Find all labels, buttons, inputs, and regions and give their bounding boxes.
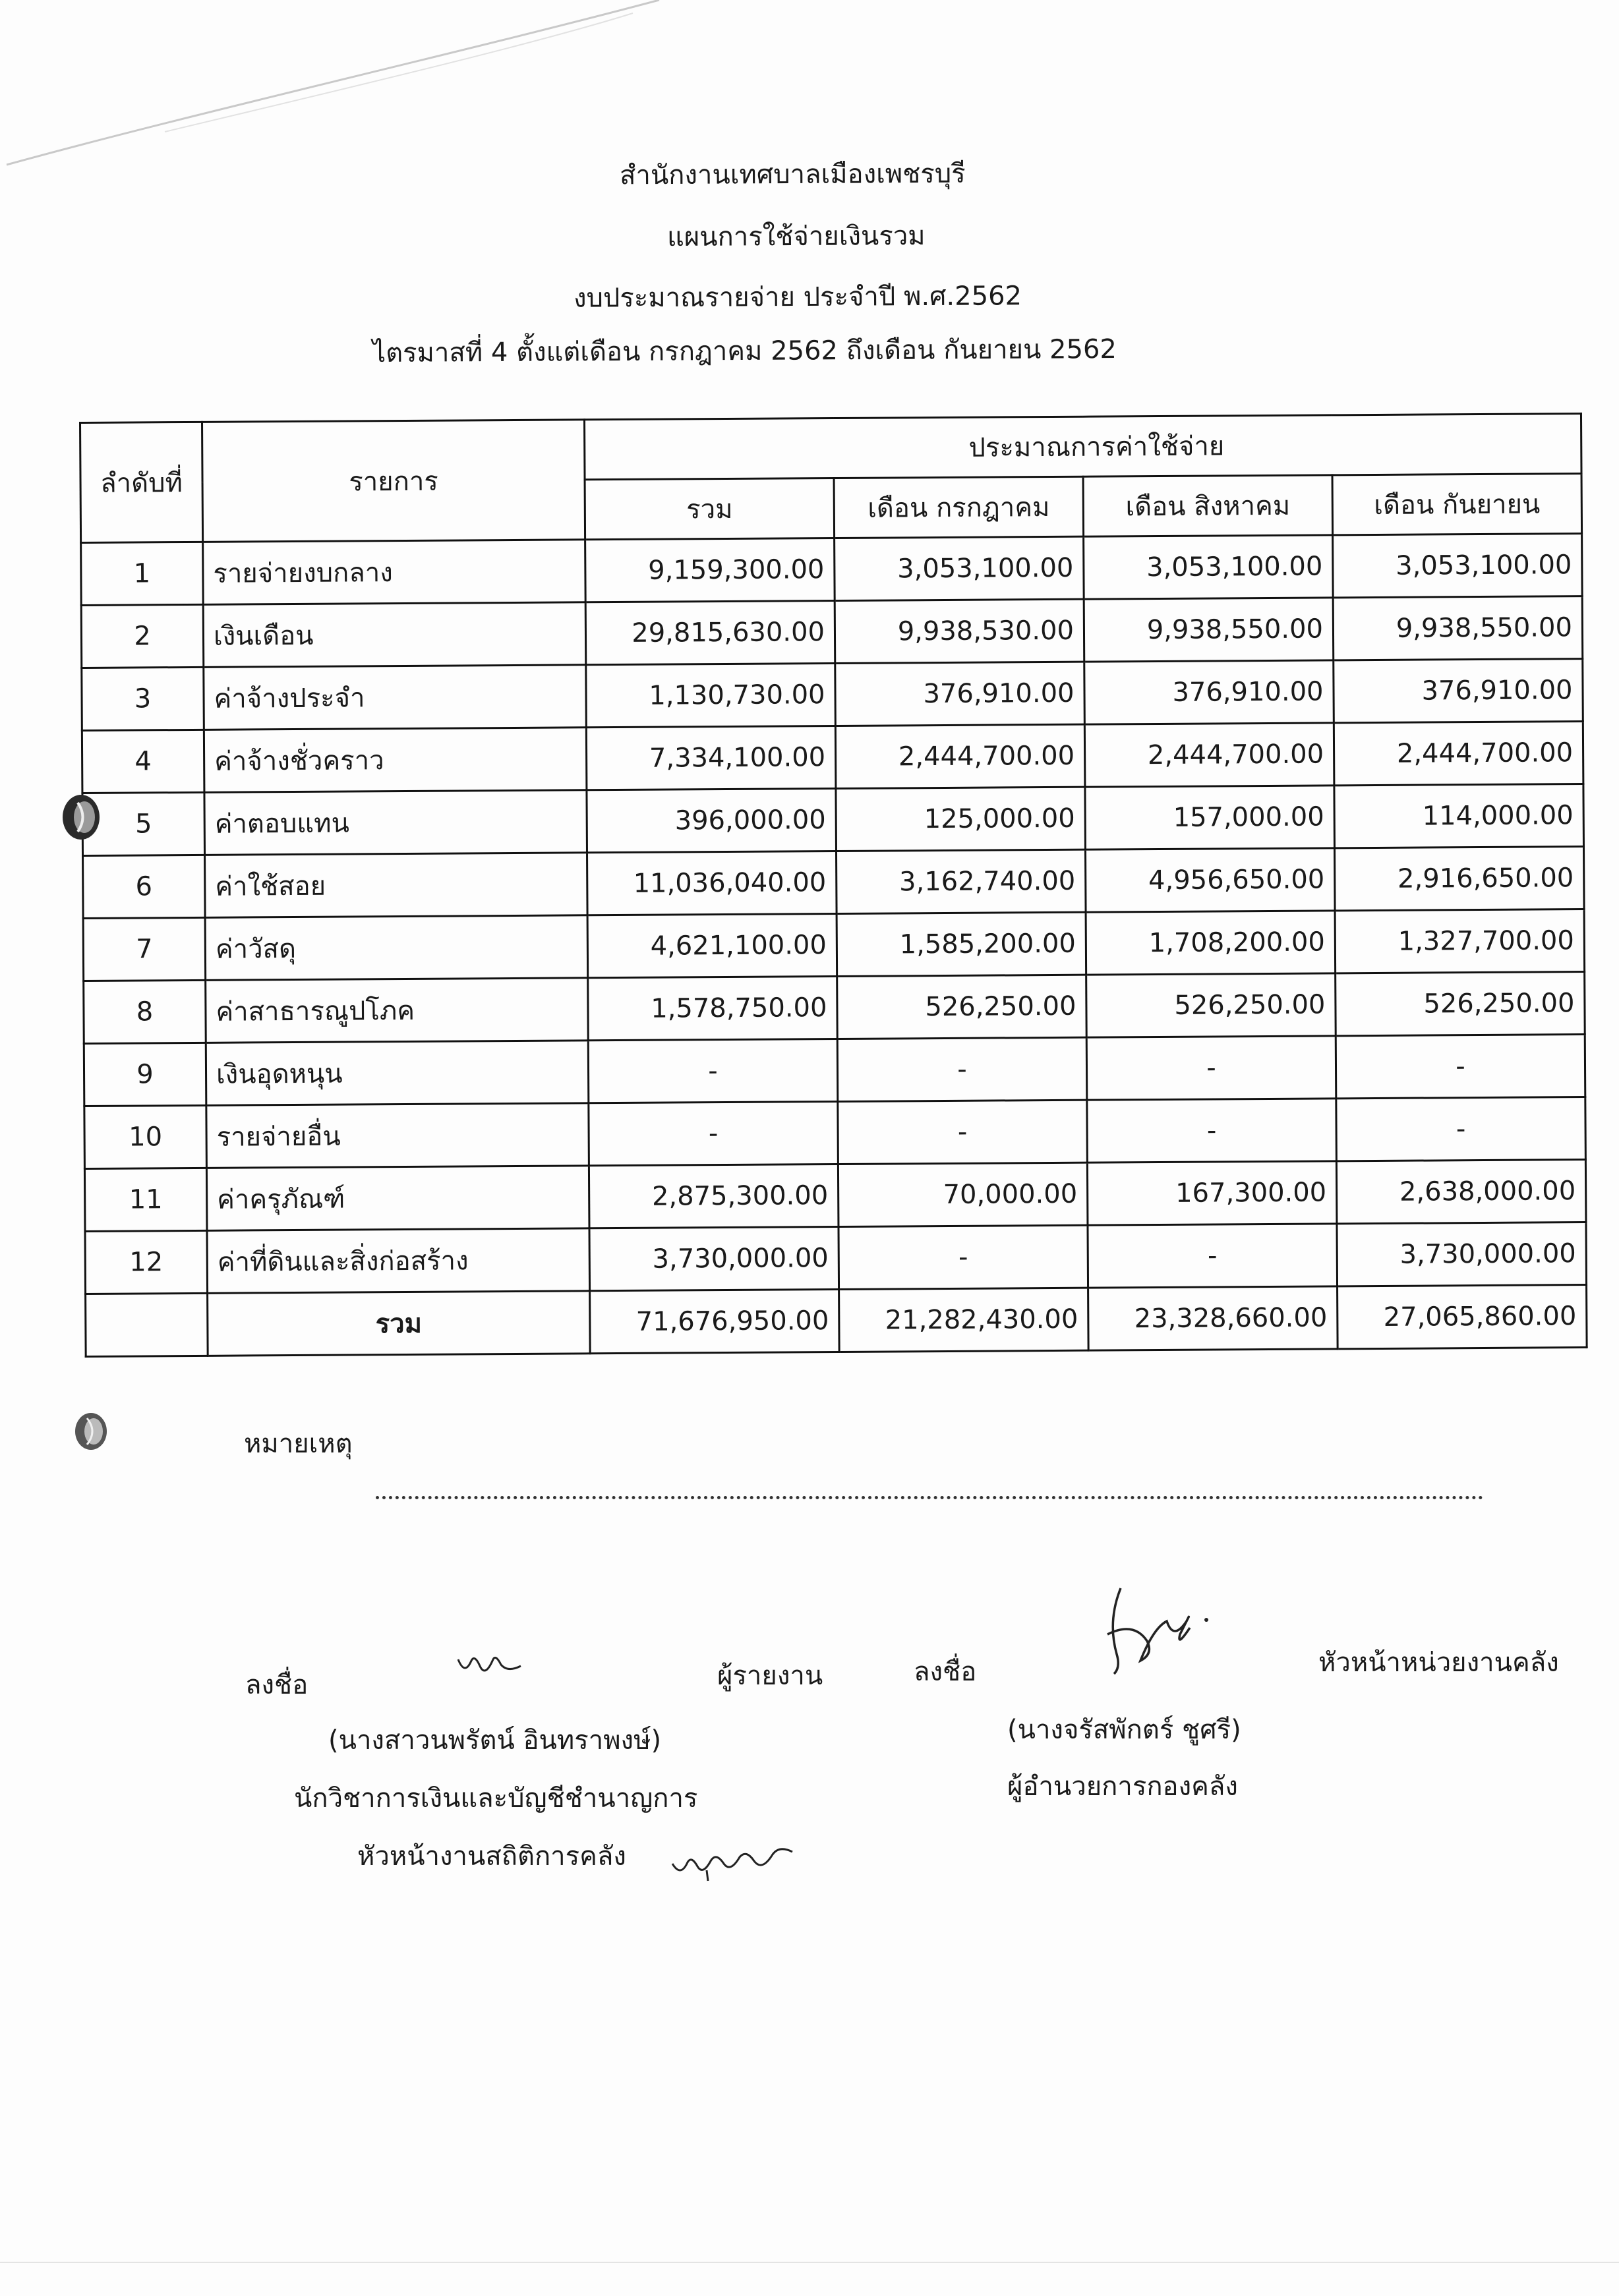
row-jul: 125,000.00 — [836, 787, 1086, 851]
row-jul: 1,585,200.00 — [837, 912, 1086, 976]
table-row — [83, 847, 1585, 919]
row-total: 7,334,100.00 — [586, 726, 836, 790]
row-aug: - — [1086, 1036, 1336, 1100]
row-total: 1,130,730.00 — [586, 664, 836, 728]
header-col-item: รายการ — [202, 420, 585, 542]
row-sep: 9,938,550.00 — [1333, 596, 1583, 660]
table-row — [84, 1160, 1586, 1232]
row-sep: 114,000.00 — [1334, 784, 1584, 848]
row-aug: 157,000.00 — [1085, 786, 1335, 849]
row-total: 29,815,630.00 — [585, 601, 835, 665]
row-jul: - — [837, 1037, 1087, 1101]
header-col-total: รวม — [585, 478, 835, 540]
right-position: ผู้อำนวยการกองคลัง — [1007, 1771, 1238, 1802]
row-jul: 70,000.00 — [838, 1162, 1088, 1226]
row-aug: 526,250.00 — [1086, 973, 1336, 1037]
table-row — [82, 659, 1583, 731]
header-col-group: ประมาณการค่าใช้จ่าย — [584, 414, 1581, 480]
row-no: 9 — [84, 1043, 206, 1106]
row-no: 7 — [83, 917, 206, 981]
row-item: ค่าจ้างประจำ — [204, 665, 587, 730]
right-role: หัวหน้าหน่วยงานคลัง — [1318, 1648, 1559, 1678]
row-no: 4 — [82, 730, 204, 793]
row-no: 8 — [84, 980, 206, 1043]
row-aug: - — [1088, 1224, 1338, 1288]
signature-scribble — [667, 1837, 799, 1883]
punch-hole-icon — [71, 1410, 111, 1452]
row-aug: 2,444,700.00 — [1084, 723, 1334, 787]
budget-table — [79, 413, 1588, 1358]
note-dotted-line — [376, 1495, 1483, 1499]
table-row — [84, 1097, 1586, 1169]
left-role: ผู้รายงาน — [717, 1661, 823, 1691]
row-sep: 2,444,700.00 — [1334, 722, 1583, 786]
header-col-jul: เดือน กรกฎาคม — [834, 476, 1084, 538]
row-total: 9,159,300.00 — [585, 538, 835, 602]
row-item: เงินเดือน — [203, 602, 586, 668]
scan-edge-line — [0, 2262, 1619, 2263]
row-total: 4,621,100.00 — [587, 913, 837, 977]
total-label: รวม — [208, 1291, 591, 1356]
row-jul: 2,444,700.00 — [835, 724, 1085, 788]
row-total: - — [589, 1101, 839, 1165]
row-aug: - — [1087, 1099, 1337, 1162]
row-sep: 3,053,100.00 — [1333, 534, 1583, 598]
row-aug: 3,053,100.00 — [1084, 535, 1334, 599]
row-total: 11,036,040.00 — [587, 851, 837, 915]
row-item: เงินอุดหนุน — [206, 1041, 589, 1106]
row-jul: 3,162,740.00 — [837, 849, 1086, 913]
signature-scribble — [455, 1646, 534, 1686]
total-no-cell — [86, 1293, 208, 1356]
row-jul: - — [838, 1100, 1088, 1164]
row-sep: 526,250.00 — [1336, 972, 1585, 1036]
row-aug: 167,300.00 — [1087, 1161, 1337, 1225]
header-budget: งบประมาณรายจ่าย ประจำปี พ.ศ.2562 — [573, 281, 1022, 314]
row-jul: 526,250.00 — [837, 975, 1087, 1039]
header-col-sep: เดือน กันยายน — [1332, 474, 1582, 535]
row-item: ค่าจ้างชั่วคราว — [204, 728, 587, 793]
header-title: แผนการใช้จ่ายเงินรวม — [666, 220, 926, 253]
row-sep: 1,327,700.00 — [1335, 909, 1585, 973]
left-sign-label: ลงชื่อ — [245, 1670, 309, 1700]
row-item: ค่าตอบแทน — [204, 790, 587, 855]
row-aug: 4,956,650.00 — [1085, 848, 1335, 912]
total-jul: 21,282,430.00 — [839, 1288, 1089, 1352]
row-item: ค่าที่ดินและสิ่งก่อสร้าง — [207, 1228, 590, 1294]
row-sep: 376,910.00 — [1334, 659, 1583, 723]
row-item: รายจ่ายงบกลาง — [203, 540, 586, 605]
row-jul: - — [839, 1225, 1088, 1289]
row-no: 5 — [82, 792, 205, 855]
row-jul: 3,053,100.00 — [835, 536, 1084, 600]
signature-scribble — [1094, 1582, 1213, 1680]
budget-table-wrapper — [79, 413, 1588, 1358]
punch-hole-icon — [58, 791, 104, 844]
total-aug: 23,328,660.00 — [1088, 1286, 1338, 1350]
row-sep: 3,730,000.00 — [1337, 1222, 1587, 1286]
row-item: ค่าสาธารณูปโภค — [206, 978, 589, 1043]
row-no: 10 — [84, 1105, 207, 1168]
row-no: 3 — [82, 667, 204, 730]
table-row — [83, 909, 1585, 981]
right-name: (นางจรัสพักตร์ ชูศรี) — [1007, 1715, 1241, 1745]
table-row — [85, 1222, 1587, 1294]
row-aug: 9,938,550.00 — [1084, 598, 1334, 662]
scan-streak — [0, 0, 725, 171]
left-position-2: หัวหน้างานสถิติการคลัง — [357, 1841, 626, 1872]
header-col-aug: เดือน สิงหาคม — [1083, 475, 1333, 536]
row-item: ค่าใช้สอย — [205, 853, 588, 918]
row-jul: 9,938,530.00 — [835, 599, 1084, 663]
row-sep: - — [1336, 1035, 1585, 1099]
row-item: ค่าวัสดุ — [205, 915, 588, 981]
row-total: 2,875,300.00 — [589, 1164, 839, 1228]
table-row — [81, 596, 1583, 668]
row-no: 1 — [81, 542, 204, 605]
row-total: 3,730,000.00 — [589, 1226, 839, 1290]
row-no: 12 — [85, 1230, 208, 1294]
row-no: 11 — [84, 1168, 207, 1231]
table-total-row — [86, 1285, 1587, 1357]
row-sep: - — [1336, 1097, 1586, 1161]
row-item: ค่าครุภัณฑ์ — [206, 1166, 589, 1231]
row-total: - — [588, 1039, 838, 1103]
table-row — [82, 784, 1584, 856]
table-row — [84, 1035, 1585, 1106]
left-position: นักวิชาการเงินและบัญชีชำนาญการ — [294, 1783, 698, 1814]
table-row — [84, 972, 1585, 1044]
right-sign-label: ลงชื่อ — [914, 1657, 977, 1687]
note-label: หมายเหตุ — [244, 1429, 353, 1459]
row-item: รายจ่ายอื่น — [206, 1103, 589, 1168]
row-no: 2 — [81, 604, 204, 668]
table-row — [81, 534, 1583, 606]
row-aug: 376,910.00 — [1084, 660, 1334, 724]
row-aug: 1,708,200.00 — [1086, 911, 1336, 975]
row-total: 396,000.00 — [587, 788, 837, 852]
header-quarter: ไตรมาสที่ 4 ตั้งแต่เดือน กรกฎาคม 2562 ถึงเดือน กันยายน 2562 — [372, 334, 1117, 368]
header-col-no: ลำดับที่ — [80, 422, 203, 542]
left-name: (นางสาวนพรัตน์ อินทราพงษ์) — [328, 1725, 662, 1756]
header-org: สำนักงานเทศบาลเมืองเพชรบุรี — [619, 158, 966, 191]
row-jul: 376,910.00 — [835, 662, 1085, 726]
row-no: 6 — [83, 855, 206, 918]
total-sep: 27,065,860.00 — [1338, 1285, 1587, 1349]
row-sep: 2,916,650.00 — [1334, 847, 1584, 911]
total-sum: 71,676,950.00 — [590, 1289, 840, 1353]
table-row — [82, 722, 1583, 793]
row-sep: 2,638,000.00 — [1336, 1160, 1586, 1224]
row-total: 1,578,750.00 — [588, 976, 838, 1040]
